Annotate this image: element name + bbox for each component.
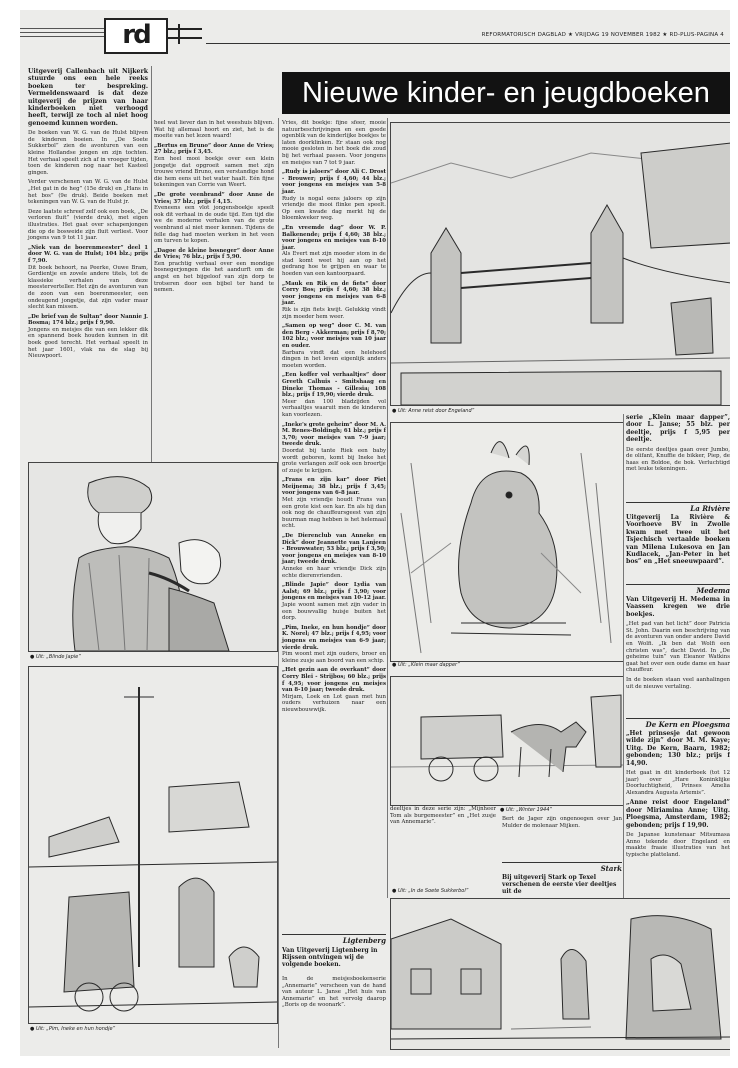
tower-bridge-drawing (391, 123, 730, 405)
winter-village-drawing (391, 899, 730, 1049)
illustration-blinde-japie (28, 462, 278, 652)
review-entry (154, 143, 274, 189)
column-5-part-3 (626, 596, 730, 693)
caption-text: Uit: „In de Soete Sukkerbol” (397, 888, 469, 894)
article-paragraph: serie „Klein maar dapper”, door L. Janse; 55 blz. per deeltje, prijs f 5,95 per deeltje. (626, 414, 730, 444)
column-rule (151, 66, 152, 462)
bottom-column-right (502, 816, 622, 832)
illustration-pim-ineke (28, 666, 278, 1024)
article-paragraph: Het gaat in dit kinderboek (tot 12 jaar) over „Hare Koninklijke Doorluchtigheid, Prinses Amelia Alexandra Augusta Artemis”. (626, 770, 730, 796)
newspaper-logo: rd (104, 18, 168, 54)
caption-blinde-japie: ● Uit: „Blinde Japie” (30, 654, 81, 660)
review-entry (282, 667, 386, 713)
review-title: „Mauk en Rik en de fiets” door Corry Bos; prijs f 4,60; 38 blz.; voor jongens en meisjes van 6-8 jaar. (282, 280, 386, 307)
review-title: „De Dierenclub van Anneke en Dick” door Jeannette van Lanjeen - Brouwwater; 53 blz.; prijs f 3,50; voor jongens en meisjes van 8-10 jaar; tweede druk. (282, 533, 386, 566)
review-title: „En vreemde dag” door W. P. Balkenende; prijs f 4,60; 38 blz.; voor jongens en meisjes van 8-10 jaar. (282, 224, 386, 251)
review-entry (282, 625, 386, 665)
column-rule (278, 118, 279, 1048)
publisher-heading: Stark (502, 862, 622, 873)
publisher-heading: De Kern en Ploegsma (626, 718, 730, 729)
review-entry (282, 582, 386, 622)
review-entry (282, 169, 386, 222)
newspaper-page (20, 10, 730, 1056)
article-paragraph: „Anne reist door Engeland” door Miriamina Anne; Uitg. Ploegsma, Amsterdam, 1982; gebonden; prijs f 19,90. (626, 799, 730, 829)
review-title: „Pim, Ineke, en hun hondje” door K. Norel; 47 blz.; prijs f 4,95; voor jongens en meisjes van 6-9 jaar; vierde druk. (282, 624, 386, 651)
review-text: Een prachtig verhaal over een mondige bosnegerjongen die het aandurft om de angst en het bijgeloof van zijn dorp te trotseren door een bijbel ter hand te nemen. (154, 260, 274, 294)
review-entry (282, 281, 386, 321)
boy-and-child-drawing (29, 463, 277, 651)
review-entry (282, 477, 386, 530)
review-title: „Niek van de boerenmeester” deel 1 door W. G. van de Hulst; 104 blz.; prijs f 7,90. (28, 244, 148, 264)
review-entry (282, 533, 386, 579)
review-entry (28, 314, 148, 360)
review-text: Rudy is nogal eens jaloers op zijn vriendje die mooi flinke pen speelt. Op een kwade dag merkt hij de bloemkweker weg. (282, 195, 386, 222)
article-paragraph: „Het prinsesje dat gewoon wilde zijn” door M. M. Kaye; Uitg. De Kern, Baarn, 1982; gebonden; 130 blz.; prijs f 14,90. (626, 730, 730, 767)
review-entry (282, 225, 386, 278)
review-text: Japie woont samen met zijn vader in een bouwvallig huisje buiten het dorp. (282, 601, 386, 622)
column-rule (623, 414, 624, 898)
review-entry (28, 245, 148, 311)
review-text: Jongens en meisjes die van een lekker dik en spannend boek houden kunnen in dit boek goed terecht. Het verhaal speelt in het jaar 1601, vlak na de slag bij Nieuwpoort. (28, 326, 148, 360)
caption-text: Uit: „Blinde Japie” (35, 654, 81, 660)
review-text: Met zijn vriendje houdt Frans van een grote kist een kar. En als hij dan ook nog de chauffeursgeest van zijn buurman mag hebben is het helemaal echt. (282, 497, 386, 530)
caption-text: Uit: „Pim, Ineke en hun hondje” (35, 1026, 116, 1032)
horse-cart-drawing (391, 677, 623, 805)
publisher-heading: La Rivière (626, 502, 730, 513)
article-paragraph: De eerste deeltjes gaan over Jumbo, de olifant, Knuffie de bikker, Piep, de haas en Boldoe, de bok. Verluchtigd met leuke tekeningen. (626, 446, 730, 473)
caption-text: Uit: „Klein maar dapper” (397, 662, 460, 668)
article-paragraph: Deze laatste schreef zelf ook een boek, „De verloren fluit” (vierde druk), met eigen illustraties. Het gaat over schapenjongen die op de bosweide zijn fluit verliest. Voor jongens van 9 tot 11 jaar. (28, 208, 148, 242)
bottom-column-left (390, 806, 496, 829)
publisher-heading: Medema (626, 584, 730, 595)
review-text: Als Evert met zijn moeder stom in de stad komt weet hij aan op het gedrang hoe te grijpen en waar te hoeden van een kantoorpaard. (282, 251, 386, 278)
review-text: Rik is zijn fiets kwijt. Gelukkig vindt zijn moeder hem weer. (282, 307, 386, 320)
review-title: „Het gezin aan de overkant” door Corry Blei - Strijbos; 60 blz.; prijs f 4,95; voor jongens en meisjes van 8-10 jaar; tweede druk. (282, 667, 386, 694)
caption-soete-sukkerbol: ● Uit: „In de Soete Sukkerbol” (392, 888, 469, 894)
review-title: „Rudy is jaloers” door Ali C. Drost - Brouwer; prijs f 4,60; 44 blz.; voor jongens en meisjes van 5-8 jaar. (282, 169, 386, 195)
caption-text: Uit: „Winter 1944” (505, 807, 552, 813)
review-title: „Samen op weg” door C. M. van den Berg - Akkerman; prijs f 8,70; 102 blz.; voor meisjes van 10 jaar en ouder. (282, 323, 386, 349)
illustration-klein-maar-dapper (390, 422, 624, 662)
article-paragraph: Bert de Jager zijn ongenoegen over Jan Mulder de molenaar Mijken. (502, 816, 622, 829)
caption-winter-1944: ● Uit: „Winter 1944” (500, 807, 552, 813)
review-text: Meer dan 100 bladzijden vol verhaaltjes waaruit men de kinderen kan voorlezen. (282, 398, 386, 418)
caption-anne-reist: ● Uit: Anne reist door Engeland” (392, 408, 475, 414)
article-paragraph: In de meisjesboekenserie „Annemarie” verscheen van de hand van auteur L. Janse „Het huis van Annemarie” en het vervolg daarop „Boris op de woonark”. (282, 976, 386, 1009)
review-title: „Bertus en Bruno” door Anne de Vries; 27 blz.; prijs f 3,45. (154, 142, 274, 156)
article-paragraph: In de boeken staan veel aanhalingen uit de nieuwe vertaling. (626, 676, 730, 690)
caption-pim-ineke: ● Uit: „Pim, Ineke en hun hondje” (30, 1026, 116, 1032)
illustration-winter-1944 (390, 676, 624, 806)
column-3 (282, 120, 386, 716)
review-text: Dit boek behoort, na Peerke, Ouwe Bram, Gerdientje en zovele andere titels, tot de klassieke verhalen van deze meesterverteller. Het zijn de avonturen van de zoon van een boerenmeester, een ondeugend jongetje, dat zijn vader maar slecht kan missen. (28, 264, 148, 311)
harbour-scene-drawing (29, 667, 277, 1023)
column-5-part-2 (626, 514, 730, 569)
article-paragraph: Vries, dit boekje: fijne sfeer, mooie natuurbeschrijvingen en een goede ogenblik van de kinderlijke boekjes te laten doorklinken. Er staan ook nog mooie gesloten in het boek die zoud bij het verhaal passen. Voor jongens en meisjes van 7 tot 9 jaar. (282, 120, 386, 166)
article-paragraph: heel wat liever dan in het weeshuis blijven. Wat hij allemaal hoort en ziet, het is de moeite van het lezen waard! (154, 120, 274, 140)
publisher-heading: Ligtenberg (282, 934, 386, 945)
hare-drawing (391, 423, 623, 661)
review-entry (282, 323, 386, 369)
review-title: „Een koffer vol verhaaltjes” door Greeth Calhuis - Smitshaag en Dineke Thomas - Gillesia; 108 blz.; prijs f 19,90; vierde druk. (282, 372, 386, 399)
review-title: „De grote veenbrand” door Anne de Vries; 37 blz.; prijs f 4,15. (154, 191, 274, 205)
column-rule (387, 118, 388, 898)
column-5-part-4 (626, 730, 730, 861)
article-paragraph: „Het pad van het licht” door Patricia St. John. Daarin een beschrijving van de avonturen van onder andere David en Wolfi. „Ik ben dat Wolfi een christen was”, dacht David. In „De geheime tuin” van Eleanor Watkins gaat het over een oude dame en haar chauffeur. (626, 621, 730, 674)
illustration-soete-sukkerbol (390, 898, 730, 1050)
article-paragraph: deeltjes in deze serie zijn: „Mijnheer Tom als burgemeester” en „Het zusje van Annemarie”. (390, 806, 496, 826)
review-text: Mirjam, Loek en Lot gaan met hun ouders verhuizen naar een nieuwbouwwijk. (282, 693, 386, 713)
caption-text: Uit: Anne reist door Engeland” (397, 408, 475, 414)
page-title: Nieuwe kinder- en jeugdboeken (282, 72, 730, 114)
review-title: „De brief van de Sultan” door Nannie J. Bosma; 174 blz.; prijs f 9,90. (28, 313, 148, 327)
column-3-tail (282, 976, 386, 1012)
review-text: Een heel mooi boekje over een klein jongetje dat opgroeit samen met zijn trouwe vriend Bruno, een verstandige hond die hem eens uit het water haalt. Eén fijne tekeningen van Corrie van Weert. (154, 155, 274, 189)
dateline: REFORMATORISCH DAGBLAD ★ VRIJDAG 19 NOVEMBER 1982 ★ RD-PLUS-PAGINA 4 (481, 32, 724, 38)
article-paragraph: Verder verschenen van W. G. van de Hulst „Het gat in de heg” (15e druk) en „Hans in het bos” (9e druk). Beide boeken met tekeningen van W. G. van de Hulst jr. (28, 179, 148, 206)
article-paragraph: De Japanse kunstenaar Mitsumasa Anno tekende door Engeland en maakte fraaie illustraties van het typische platteland. (626, 832, 730, 858)
article-paragraph: Van Uitgeverij H. Medema in Vaassen kregen we drie boekjes. (626, 596, 730, 618)
intro-paragraph: Uitgeverij Callenbach uit Nijkerk stuurde ons een hele reeks boeken ter bespreking. Vermeldenswaard is dat deze uitgeverij de prijzen van haar kinderboeken niet verhoogd heeft, terwijl ze toch al niet hoog genoemd kunnen worden. (28, 68, 148, 127)
publisher-intro: Bij uitgeverij Stark op Texel verschenen de eerste vier deeltjes uit de (502, 874, 617, 895)
review-entry (154, 248, 274, 294)
review-text: Pim woont met zijn ouders, broer en kleine zusje aan boord van een schip. (282, 651, 386, 664)
review-title: „Blinde Japie” door Lydia van Aalst; 69 blz.; prijs f 3,90; voor jongens en meisjes van 10-12 jaar. (282, 582, 386, 602)
masthead-rule (206, 43, 730, 44)
review-title: „Frans en zijn kar” door Piet Meijnema; 38 blz.; prijs f 3,45; voor jongens van 6-8 jaar. (282, 477, 386, 497)
review-title: „Dagoe de kleine bosneger” door Anne de Vries; 76 blz.; prijs f 5,90. (154, 247, 274, 261)
logo-bars (168, 24, 202, 44)
illustration-anne-reist (390, 122, 730, 406)
review-text: Barbara vindt dat een helehoed dingen in het leven eigenlijk anders moeten worden. (282, 349, 386, 369)
review-text: Eveneens een vlot jongensboekje speelt ook dit verhaal in de oude tijd. Een tijd die we de moderne verhalen van de grote veenbrand al niet meer kennen. Tijdens de felle dag had moeten werken in het veen om turven te kopen. (154, 205, 274, 245)
review-entry (154, 192, 274, 245)
masthead-lines (20, 28, 104, 44)
review-entry (282, 422, 386, 475)
caption-klein-maar-dapper: ● Uit: „Klein maar dapper” (392, 662, 460, 668)
article-paragraph: De boeken van W. G. van de Hulst blijven de kinderen boeien. In „De Soete Sukkerbol” zien de avonturen van een kleine Hollandse jongen en zijn tochten. Het verhaal speelt zich af in vroeger tijden, toen de kinderen nog naar het Kasteel gingen. (28, 130, 148, 176)
review-text: Doordat bij tante Riek een baby wordt geboren, komt bij Ineke het grote verlangen zelf ook een broertje of zusje te krijgen. (282, 447, 386, 474)
column-1 (28, 68, 148, 363)
review-title: „Ineke's grote geheim” door M. A. M. Renes-Boldingh; 61 blz.; prijs f 3,70; voor meisjes van 7-9 jaar; tweede druk. (282, 421, 386, 448)
review-entry (282, 372, 386, 418)
review-text: Anneke en haar vriendje Dick zijn echte dierenvrienden. (282, 566, 386, 579)
column-5 (626, 414, 730, 476)
column-2 (154, 120, 274, 297)
publisher-intro: Van Uitgeverij Ligtenberg in Rijssen ontvingen wij de volgende boeken. (282, 947, 378, 968)
article-paragraph: Uitgeverij La Rivière & Voorhoeve BV in Zwolle kwam met twee uit het Tsjechisch vertaalde boeken van Milena Lukesova en Jan Kudlacek, „Jan-Peter in het bos” en „Het sneeuwpaard”. (626, 514, 730, 566)
